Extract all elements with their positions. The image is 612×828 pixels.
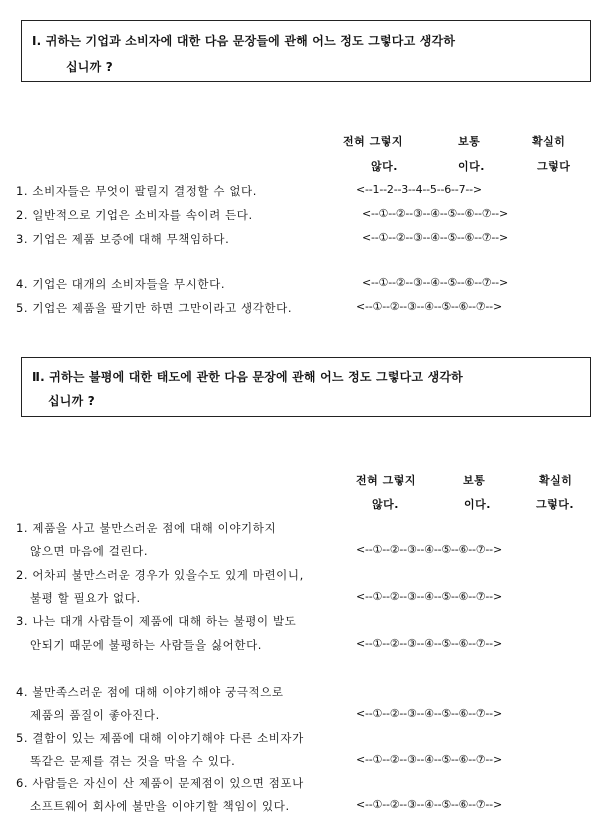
section2-item-3-line1: 3. 나는 대개 사람들이 제품에 대해 하는 불평이 발도 (16, 614, 297, 628)
section1-header-left-top: 전혀 그렇지 (343, 135, 403, 148)
section2-item-1-scale[interactable]: <--①--②--③--④--⑤--⑥--⑦--> (356, 543, 502, 556)
section1-title-line1: Ⅰ. 귀하는 기업과 소비자에 대한 다음 문장들에 관해 어느 정도 그렇다고 생각하 (32, 34, 456, 48)
section2-header-mid-top: 보통 (463, 474, 486, 487)
section1-item-4-scale[interactable]: <--①--②--③--④--⑤--⑥--⑦--> (362, 276, 508, 289)
section2-title-line2: 십니까 ? (48, 394, 95, 408)
section1-header-mid-top: 보통 (458, 135, 481, 148)
section1-title-box (21, 20, 591, 82)
section2-item-5-line1: 5. 결함이 있는 제품에 대해 이야기해야 다른 소비자가 (16, 731, 304, 745)
section2-header-left-top: 전혀 그렇지 (356, 474, 416, 487)
section1-header-left-bottom: 않다. (371, 160, 398, 173)
section2-title-line1: Ⅱ. 귀하는 불평에 대한 태도에 관한 다음 문장에 관해 어느 정도 그렇다고 생각하 (32, 370, 463, 384)
section2-header-right-bottom: 그렇다. (536, 498, 575, 511)
section2-item-6-line2: 소프트웨어 회사에 불만을 이야기할 책임이 있다. (30, 799, 290, 813)
section2-item-3-line2: 안되기 때문에 불평하는 사람들을 싫어한다. (30, 638, 263, 652)
section1-header-mid-bottom: 이다. (458, 160, 485, 173)
section1-item-3-scale[interactable]: <--①--②--③--④--⑤--⑥--⑦--> (362, 231, 508, 244)
section1-item-5-scale[interactable]: <--①--②--③--④--⑤--⑥--⑦--> (356, 300, 502, 313)
section2-item-6-scale[interactable]: <--①--②--③--④--⑤--⑥--⑦--> (356, 798, 502, 811)
section2-header-right-top: 확실히 (539, 474, 573, 487)
section1-item-2-scale[interactable]: <--①--②--③--④--⑤--⑥--⑦--> (362, 207, 508, 220)
section2-item-1-line2: 않으면 마음에 걸린다. (30, 544, 149, 558)
section2-header-mid-bottom: 이다. (464, 498, 491, 511)
section1-item-1-scale[interactable]: <--1--2--3--4--5--6--7--> (356, 183, 482, 196)
section2-item-4-line2: 제품의 품질이 좋아진다. (30, 708, 160, 722)
section2-title-box (21, 357, 591, 417)
section1-item-5-text: 5. 기업은 제품을 팔기만 하면 그만이라고 생각한다. (16, 301, 293, 315)
section1-item-1-text: 1. 소비자들은 무엇이 팔릴지 결정할 수 없다. (16, 184, 258, 198)
section2-item-4-line1: 4. 불만족스러운 점에 대해 이야기해야 궁극적으로 (16, 685, 284, 699)
section2-item-6-line1: 6. 사람들은 자신이 산 제품이 문제점이 있으면 점포나 (16, 776, 304, 790)
section1-header-right-top: 확실히 (532, 135, 566, 148)
section1-item-2-text: 2. 일반적으로 기업은 소비자를 속이려 든다. (16, 208, 253, 222)
section2-item-3-scale[interactable]: <--①--②--③--④--⑤--⑥--⑦--> (356, 637, 502, 650)
section2-item-4-scale[interactable]: <--①--②--③--④--⑤--⑥--⑦--> (356, 707, 502, 720)
section2-item-1-line1: 1. 제품을 사고 불만스러운 점에 대해 이야기하지 (16, 521, 277, 535)
section2-item-2-line2: 불평 할 필요가 없다. (30, 591, 141, 605)
section2-item-2-scale[interactable]: <--①--②--③--④--⑤--⑥--⑦--> (356, 590, 502, 603)
section1-item-3-text: 3. 기업은 제품 보증에 대해 무책임하다. (16, 232, 230, 246)
section2-item-5-scale[interactable]: <--①--②--③--④--⑤--⑥--⑦--> (356, 753, 502, 766)
section2-item-2-line1: 2. 어차피 불만스러운 경우가 있을수도 있게 마련이니, (16, 568, 304, 582)
section1-item-4-text: 4. 기업은 대개의 소비자들을 무시한다. (16, 277, 226, 291)
section2-item-5-line2: 똑같은 문제를 겪는 것을 막을 수 있다. (30, 754, 236, 768)
section2-header-left-bottom: 않다. (372, 498, 399, 511)
section1-header-right-bottom: 그렇다 (537, 160, 571, 173)
section1-title-line2: 십니까 ? (66, 60, 113, 74)
